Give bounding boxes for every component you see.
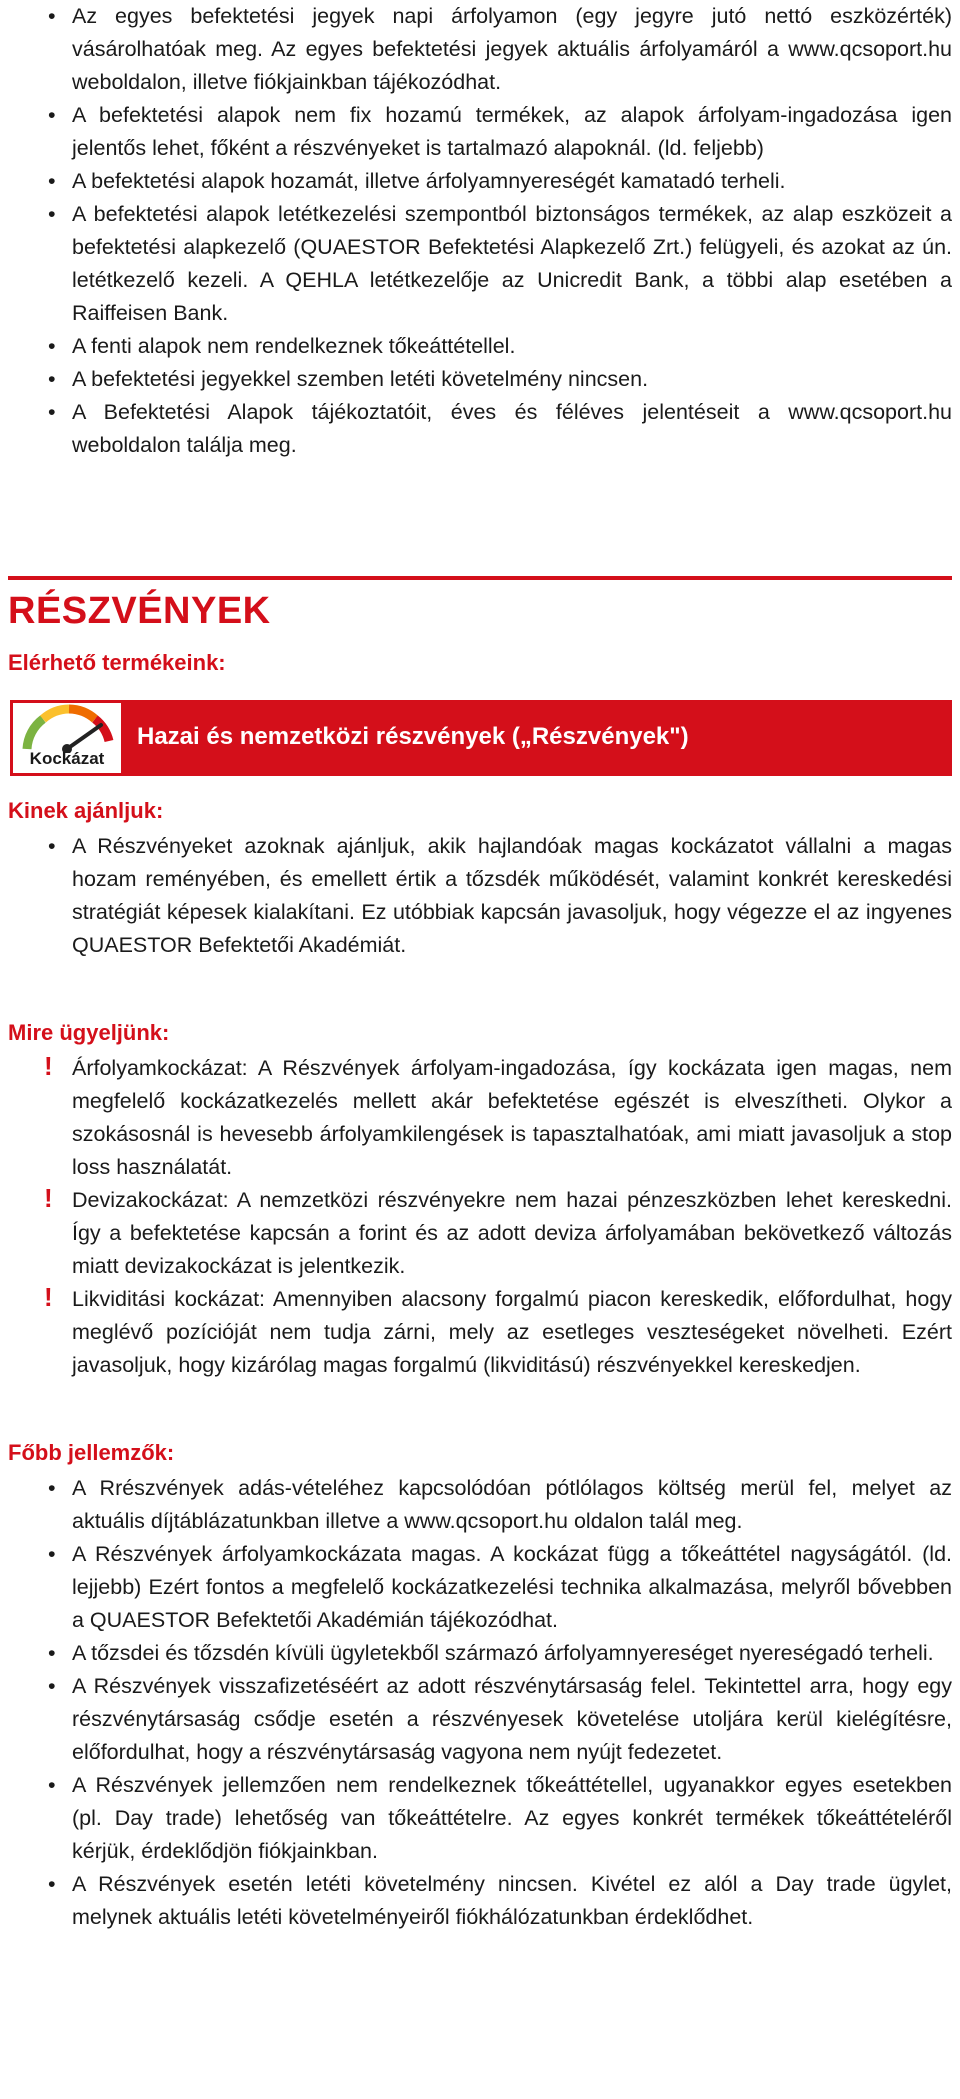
list-item: • A befektetési alapok hozamát, illetve árfolyamnyereségét kamatadó terheli. <box>0 165 960 198</box>
product-title: Hazai és nemzetközi részvények („Részvények") <box>137 723 689 750</box>
bullet-marker: • <box>48 1773 56 1797</box>
list-item: • A Részvények esetén letéti követelmény nincsen. Kivétel ez alól a Day trade ügylet, melynek aktuális letéti követelményeiről fiókhálózatunkban érdeklődhet. <box>0 1868 960 1934</box>
list-item: • A Befektetési Alapok tájékoztatóit, éves és féléves jelentéseit a www.qcsoport.hu weboldalon találja meg. <box>0 396 960 462</box>
list-item: • Az egyes befektetési jegyek napi árfolyamon (egy jegyre jutó nettó eszközérték) vásárolhatóak meg. Az egyes befektetési jegyek aktuális árfolyamáról a www.qcsoport.hu weboldalon, illetve fiókjainkban tájékozódhat. <box>0 0 960 99</box>
caution-section <box>0 1052 960 1382</box>
recommend-section <box>0 830 960 962</box>
list-item: • A Rrészvények adás-vételéhez kapcsolódóan pótlólagos költség merül fel, melyet az aktuális díjtáblázatunkban illetve a www.qcsoport.hu oldalon talál meg. <box>0 1472 960 1538</box>
bullet-marker: • <box>48 834 56 858</box>
warning-icon: ! <box>44 1183 53 1213</box>
caution-list <box>0 1052 960 1382</box>
list-item: • A tőzsdei és tőzsdén kívüli ügyletekből származó árfolyamnyereséget nyereségadó terheli. <box>0 1637 960 1670</box>
features-heading: Főbb jellemzők: <box>8 1440 175 1465</box>
product-banner <box>10 700 952 776</box>
recommend-list <box>0 830 960 962</box>
risk-gauge-icon <box>13 703 121 753</box>
features-list <box>0 1472 960 1934</box>
bullet-marker: • <box>48 1872 56 1896</box>
list-item: • A Részvényeket azoknak ajánljuk, akik hajlandóak magas kockázatot vállalni a magas hozam reményében, és emellett értik a tőzsdék működését, valamint konkrét kereskedési stratégiát képesek kialakítani. Ez utóbbiak kapcsán javasoljuk, hogy végezze el az ingyenes QUAESTOR Befektetői Akadémiát. <box>0 830 960 962</box>
bullet-marker: • <box>48 367 56 391</box>
bullet-marker: • <box>48 1476 56 1500</box>
available-products-label: Elérhető termékeink: <box>8 650 226 675</box>
list-item: • A Részvények árfolyamkockázata magas. A kockázat függ a tőkeáttétel nagyságától. (ld. lejjebb) Ezért fontos a megfelelő kockázatkezelési technika alkalmazása, melyről bővebben a QUAESTOR Befektetői Akadémián tájékozódhat. <box>0 1538 960 1637</box>
features-section <box>0 1472 960 1934</box>
bullet-marker: • <box>48 4 56 28</box>
section-title: RÉSZVÉNYEK <box>8 590 271 632</box>
bullet-marker: • <box>48 1641 56 1665</box>
risk-gauge <box>13 703 124 773</box>
caution-heading: Mire ügyeljünk: <box>8 1020 170 1045</box>
bullet-marker: • <box>48 400 56 424</box>
bullet-marker: • <box>48 169 56 193</box>
list-item: • A befektetési alapok letétkezelési szempontból biztonságos termékek, az alap eszközeit a befektetési alapkezelő (QUAESTOR Befektetési Alapkezelő Zrt.) felügyeli, és azokat az ún. letétkezelő kezeli. A QEHLA letétkezelője az Unicredit Bank, a többi alap esetében a Raiffeisen Bank. <box>0 198 960 330</box>
bullet-marker: • <box>48 1674 56 1698</box>
list-item: • A befektetési jegyekkel szemben letéti követelmény nincsen. <box>0 363 960 396</box>
recommend-heading: Kinek ajánljuk: <box>8 798 164 823</box>
list-item: • A befektetési alapok nem fix hozamú termékek, az alapok árfolyam-ingadozása igen jelentős lehet, főként a részvényeket is tartalmazó alapoknál. (ld. feljebb) <box>0 99 960 165</box>
list-item: ! Likviditási kockázat: Amennyiben alacsony forgalmú piacon kereskedik, előfordulhat, hogy meglévő pozícióját nem tudja zárni, mely az esetleges veszteségeket növelheti. Ezért javasoljuk, hogy kizárólag magas forgalmú (likviditású) részvényekkel kereskedjen. <box>44 1282 952 1377</box>
risk-gauge-label: Kockázat <box>29 749 105 768</box>
list-item: • A fenti alapok nem rendelkeznek tőkeáttétellel. <box>0 330 960 363</box>
section-divider <box>8 576 952 580</box>
bullet-marker: • <box>48 334 56 358</box>
warning-icon: ! <box>44 1282 53 1312</box>
list-item: • A Részvények visszafizetéséért az adott részvénytársaság felel. Tekintettel arra, hogy egy részvénytársaság csődje esetén a részvényesek követelése utoljára kerül kielégítésre, előfordulhat, hogy a részvénytársaság vagyona nem nyújt fedezetet. <box>0 1670 960 1769</box>
intro-section <box>0 0 960 462</box>
bullet-marker: • <box>48 202 56 226</box>
list-item: ! Árfolyamkockázat: A Részvények árfolyam-ingadozása, így kockázata igen magas, nem megfelelő kockázatkezelés mellett akár befektetése egészét is elveszítheti. Olykor a szokásosnál is hevesebb árfolyamkilengések is tapasztalhatóak, ami miatt javasoljuk a stop loss használatát. <box>44 1051 952 1179</box>
bullet-marker: • <box>48 1542 56 1566</box>
warning-icon: ! <box>44 1051 53 1081</box>
bullet-marker: • <box>48 103 56 127</box>
list-item: ! Devizakockázat: A nemzetközi részvényekre nem hazai pénzeszközben lehet kereskedni. Így a befektetése kapcsán a forint és az adott deviza árfolyamában bekövetkező változás miatt devizakockázat is jelentkezik. <box>44 1183 952 1278</box>
list-item: • A Részvények jellemzően nem rendelkeznek tőkeáttétellel, ugyanakkor egyes esetekben (pl. Day trade) lehetőség van tőkeáttételre. Az egyes konkrét termékek tőkeáttételéről kérjük, érdeklődjön fiókjainkban. <box>0 1769 960 1868</box>
intro-bullet-list <box>0 0 960 462</box>
